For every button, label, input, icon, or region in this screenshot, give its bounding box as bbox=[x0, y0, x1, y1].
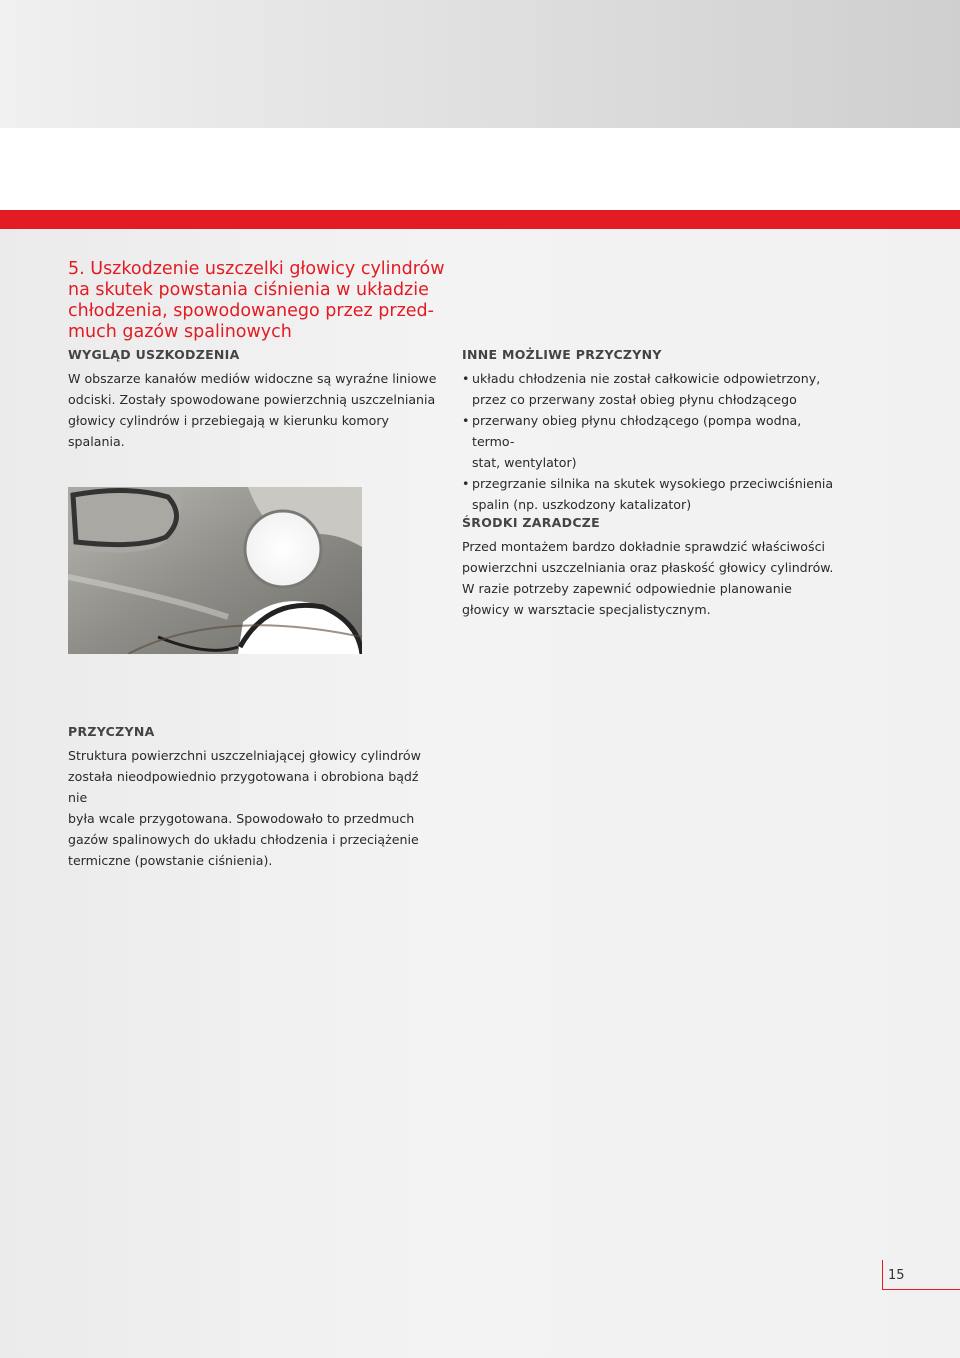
page-number-rule-vertical bbox=[882, 1260, 883, 1290]
gasket-illustration bbox=[68, 487, 362, 654]
list-item: • przegrzanie silnika na skutek wysokiego przeciwciśnienia spalin (np. uszkodzony katalizator) bbox=[462, 473, 842, 515]
title-line: chłodzenia, spowodowanego przez przed- bbox=[68, 301, 434, 321]
page-title bbox=[68, 259, 448, 343]
title-line: 5. Uszkodzenie uszczelki głowicy cylindrów bbox=[68, 259, 445, 279]
bullet-icon: • bbox=[462, 476, 470, 491]
remedy-text: Przed montażem bardzo dokładnie sprawdzić właściwości powierzchni uszczelniania oraz płaskość głowicy cylindrów. W razie potrzeby zapewnić odpowiednie planowanie głowicy w warsztacie specjalistycznym. bbox=[462, 539, 834, 617]
remedy-heading: ŚRODKI ZARADCZE bbox=[462, 515, 601, 530]
header-white-band bbox=[0, 128, 960, 210]
header-gray-band bbox=[0, 0, 960, 128]
list-item: • układu chłodzenia nie został całkowicie odpowietrzony, przez co przerwany został obieg płynu chłodzącego bbox=[462, 368, 842, 410]
page-number: 15 bbox=[888, 1268, 905, 1283]
title-line: much gazów spalinowych bbox=[68, 322, 292, 342]
other-causes-heading: INNE MOŻLIWE PRZYCZYNY bbox=[462, 347, 662, 362]
bullet-icon: • bbox=[462, 371, 470, 386]
bullet-icon: • bbox=[462, 413, 470, 428]
appearance-heading: WYGLĄD USZKODZENIA bbox=[68, 347, 240, 362]
cause-text: Struktura powierzchni uszczelniającej głowicy cylindrów została nieodpowiednio przygotowana i obrobiona bądź nie była wcale przygotowana. Spowodowało to przedmuch gazów spalinowych do układu chłodzenia i przeciążenie termiczne (powstanie ciśnienia). bbox=[68, 748, 421, 868]
appearance-text: W obszarze kanałów mediów widoczne są wyraźne liniowe odciski. Zostały spowodowane powierzchnią uszczelniania głowicy cylindrów i przebiegają w kierunku komory spalania. bbox=[68, 371, 437, 449]
other-causes-list bbox=[462, 368, 842, 515]
list-item: • przerwany obieg płynu chłodzącego (pompa wodna, termo- stat, wentylator) bbox=[462, 410, 842, 473]
damaged-gasket-photo bbox=[68, 487, 362, 654]
header-red-bar bbox=[0, 210, 960, 229]
page-number-rule-horizontal bbox=[882, 1289, 960, 1290]
cause-heading: PRZYCZYNA bbox=[68, 724, 155, 739]
title-line: na skutek powstania ciśnienia w układzie bbox=[68, 280, 429, 300]
